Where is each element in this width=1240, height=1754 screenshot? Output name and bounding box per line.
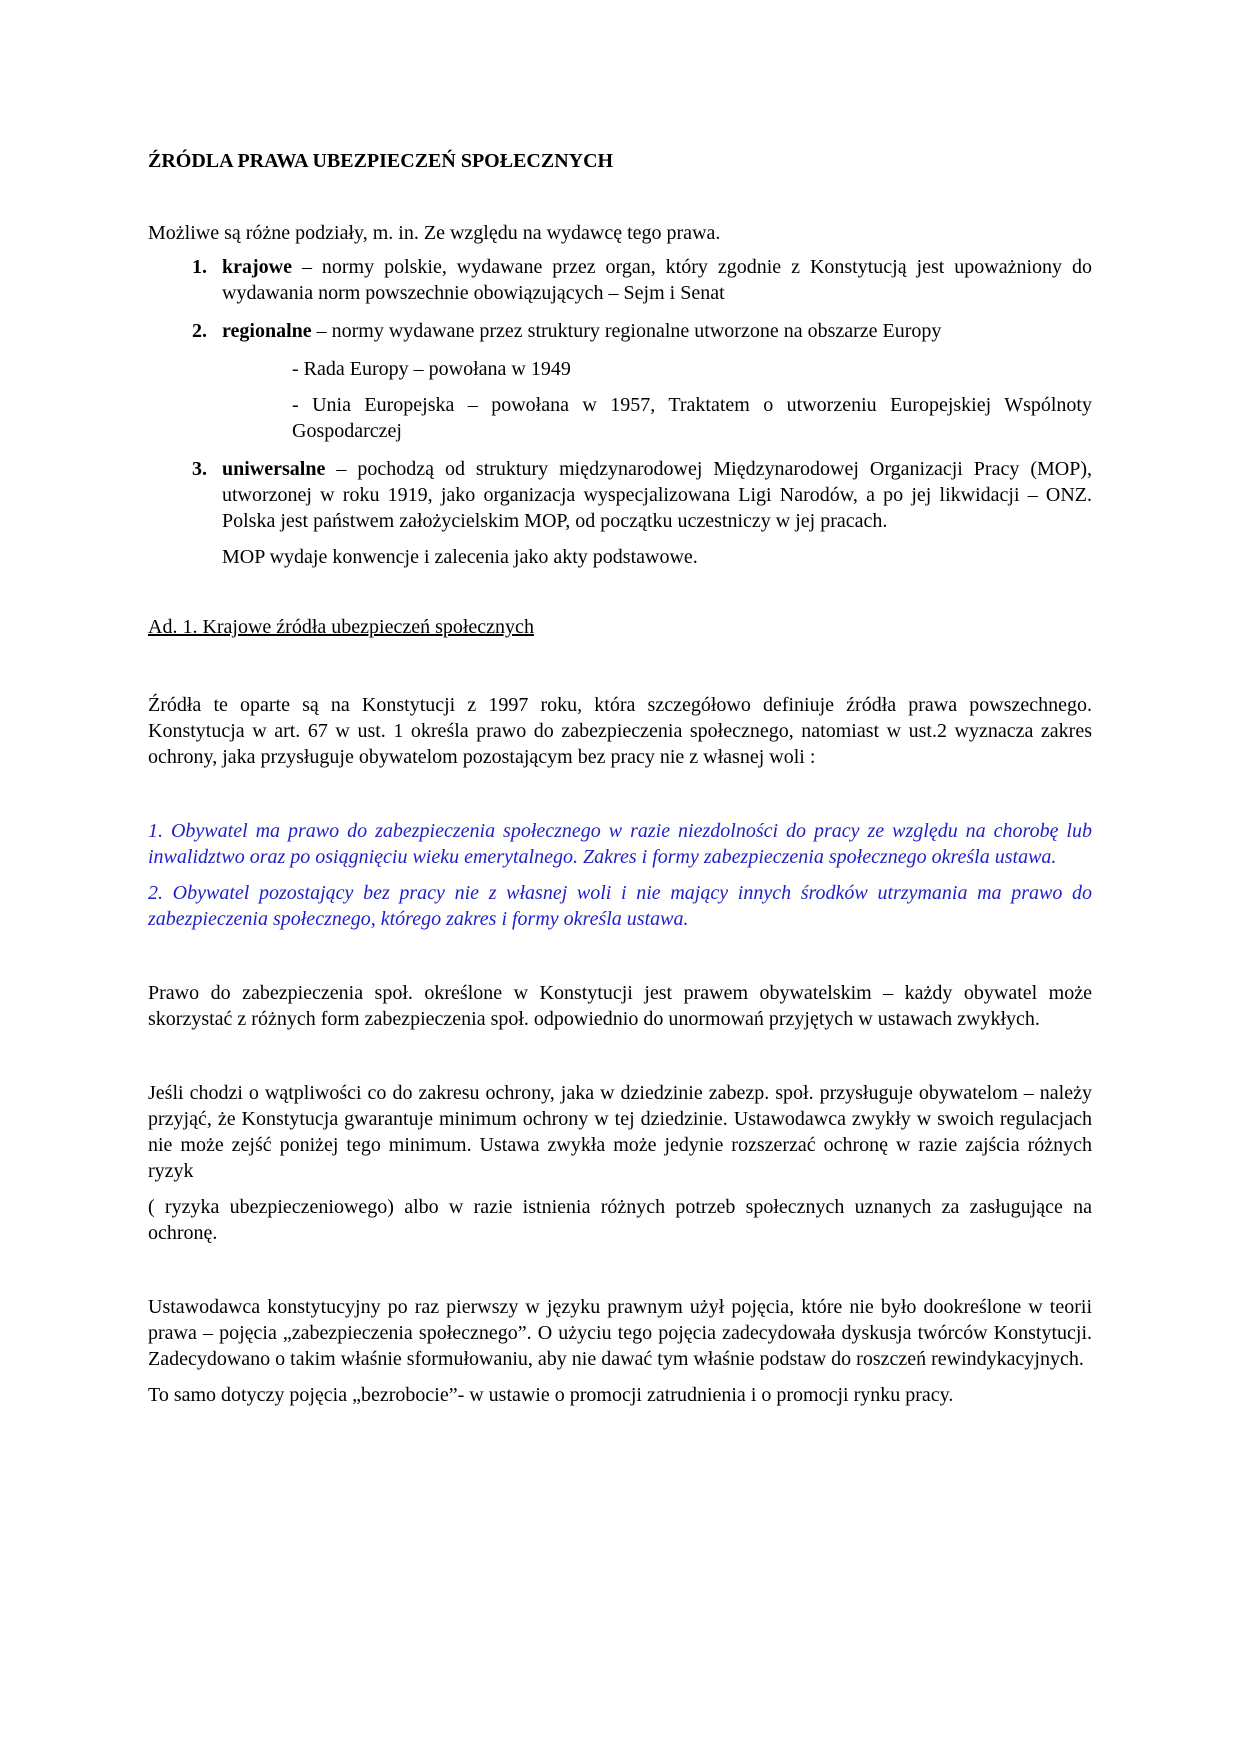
quote-article-67-ust-1: 1. Obywatel ma prawo do zabezpieczenia społecznego w razie niezdolności do pracy ze względu na chorobę lub inwalidztwo oraz po osiągnięciu wieku emerytalnego. Zakres i formy zabezpieczenia społecznego określa ustawa. [148,820,1092,868]
sources-list [148,254,1092,570]
section-heading: Ad. 1. Krajowe źródła ubezpieczeń społecznych [148,616,534,638]
list-number: 3. [192,458,207,480]
list-item-text [222,456,1092,534]
term-regionalne: regionalne [222,320,312,342]
list-item-text [222,254,1092,306]
sublist-item-unia-europejska: - Unia Europejska – powołana w 1957, Traktatem o utworzeniu Europejskiej Wspólnoty Gospodarczej [292,394,1092,442]
list-item-text [222,318,1092,344]
document-title: ŹRÓDLA PRAWA UBEZPIECZEŃ SPOŁECZNYCH [148,150,614,172]
paragraph-risk: ( ryzyka ubezpieczeniowego) albo w razie istnienia różnych potrzeb społecznych uznanych za zasługujące na ochronę. [148,1196,1092,1244]
definition-regionalne: – normy wydawane przez struktury regionalne utworzone na obszarze Europy [311,320,942,342]
intro-paragraph: Możliwe są różne podziały, m. in. Ze względu na wydawcę tego prawa. [148,222,721,244]
quote-article-67-ust-2: 2. Obywatel pozostający bez pracy nie z własnej woli i nie mający innych środków utrzymania ma prawo do zabezpieczenia społecznego, którego zakres i formy określa ustawa. [148,882,1092,930]
paragraph-constitution: Źródła te oparte są na Konstytucji z 1997 roku, która szczegółowo definiuje źródła prawa powszechnego. Konstytucja w art. 67 w ust. 1 określa prawo do zabezpieczenia społecznego, natomiast w ust.2 wyznacza zakres ochrony, jaka przysługuje obywatelom pozostającym bez pracy nie z własnej woli : [148,694,1092,768]
document-page [148,148,1092,1408]
paragraph-protection-scope: Jeśli chodzi o wątpliwości co do zakresu ochrony, jaka w dziedzinie zabezp. społ. przysługuje obywatelom – należy przyjąć, że Konstytucja gwarantuje minimum ochrony w tej dziedzinie. Ustawodawca zwykły w swoich regulacjach nie może zejść poniżej tego minimum. Ustawa zwykła może jedynie rozszerzać ochronę w razie zajścia różnych ryzyk [148,1082,1092,1182]
paragraph-civil-right: Prawo do zabezpieczenia społ. określone w Konstytucji jest prawem obywatelskim – każdy obywatel może skorzystać z różnych form zabezpieczenia społ. odpowiednio do unormowań przyjętych w ustawach zwykłych. [148,982,1092,1030]
list-item-regionalne [148,318,1092,444]
term-krajowe: krajowe [222,256,292,278]
paragraph-unemployment: To samo dotyczy pojęcia „bezrobocie”- w ustawie o promocji zatrudnienia i o promocji rynku pracy. [148,1384,954,1406]
list-item-uniwersalne [148,456,1092,570]
list-number: 1. [192,256,207,278]
regional-sublist [222,356,1092,444]
list-number: 2. [192,320,207,342]
definition-uniwersalne: – pochodzą od struktury międzynarodowej Międzynarodowej Organizacji Pracy (MOP), utworzonej w roku 1919, jako organizacja wyspecjalizowana Ligi Narodów, a po jej likwidacji – ONZ. Polska jest państwem założycielskim MOP, od początku uczestniczy w jej pracach. [222,458,1092,532]
definition-krajowe: – normy polskie, wydawane przez organ, który zgodnie z Konstytucją jest upoważniony do wydawania norm powszechnie obowiązujących – Sejm i Senat [222,256,1092,304]
sublist-item-rada-europy: - Rada Europy – powołana w 1949 [292,358,571,380]
paragraph-legislator: Ustawodawca konstytucyjny po raz pierwszy w języku prawnym użył pojęcia, które nie było dookreślone w teorii prawa – pojęcia „zabezpieczenia społecznego”. O użyciu tego pojęcia zadecydowała dyskusja twórców Konstytucji. Zadecydowano o takim właśnie sformułowaniu, aby nie dawać tym właśnie podstaw do roszczeń rewindykacyjnych. [148,1296,1092,1370]
list-item-krajowe [148,254,1092,306]
term-uniwersalne: uniwersalne [222,458,326,480]
mop-note: MOP wydaje konwencje i zalecenia jako akty podstawowe. [222,546,698,568]
